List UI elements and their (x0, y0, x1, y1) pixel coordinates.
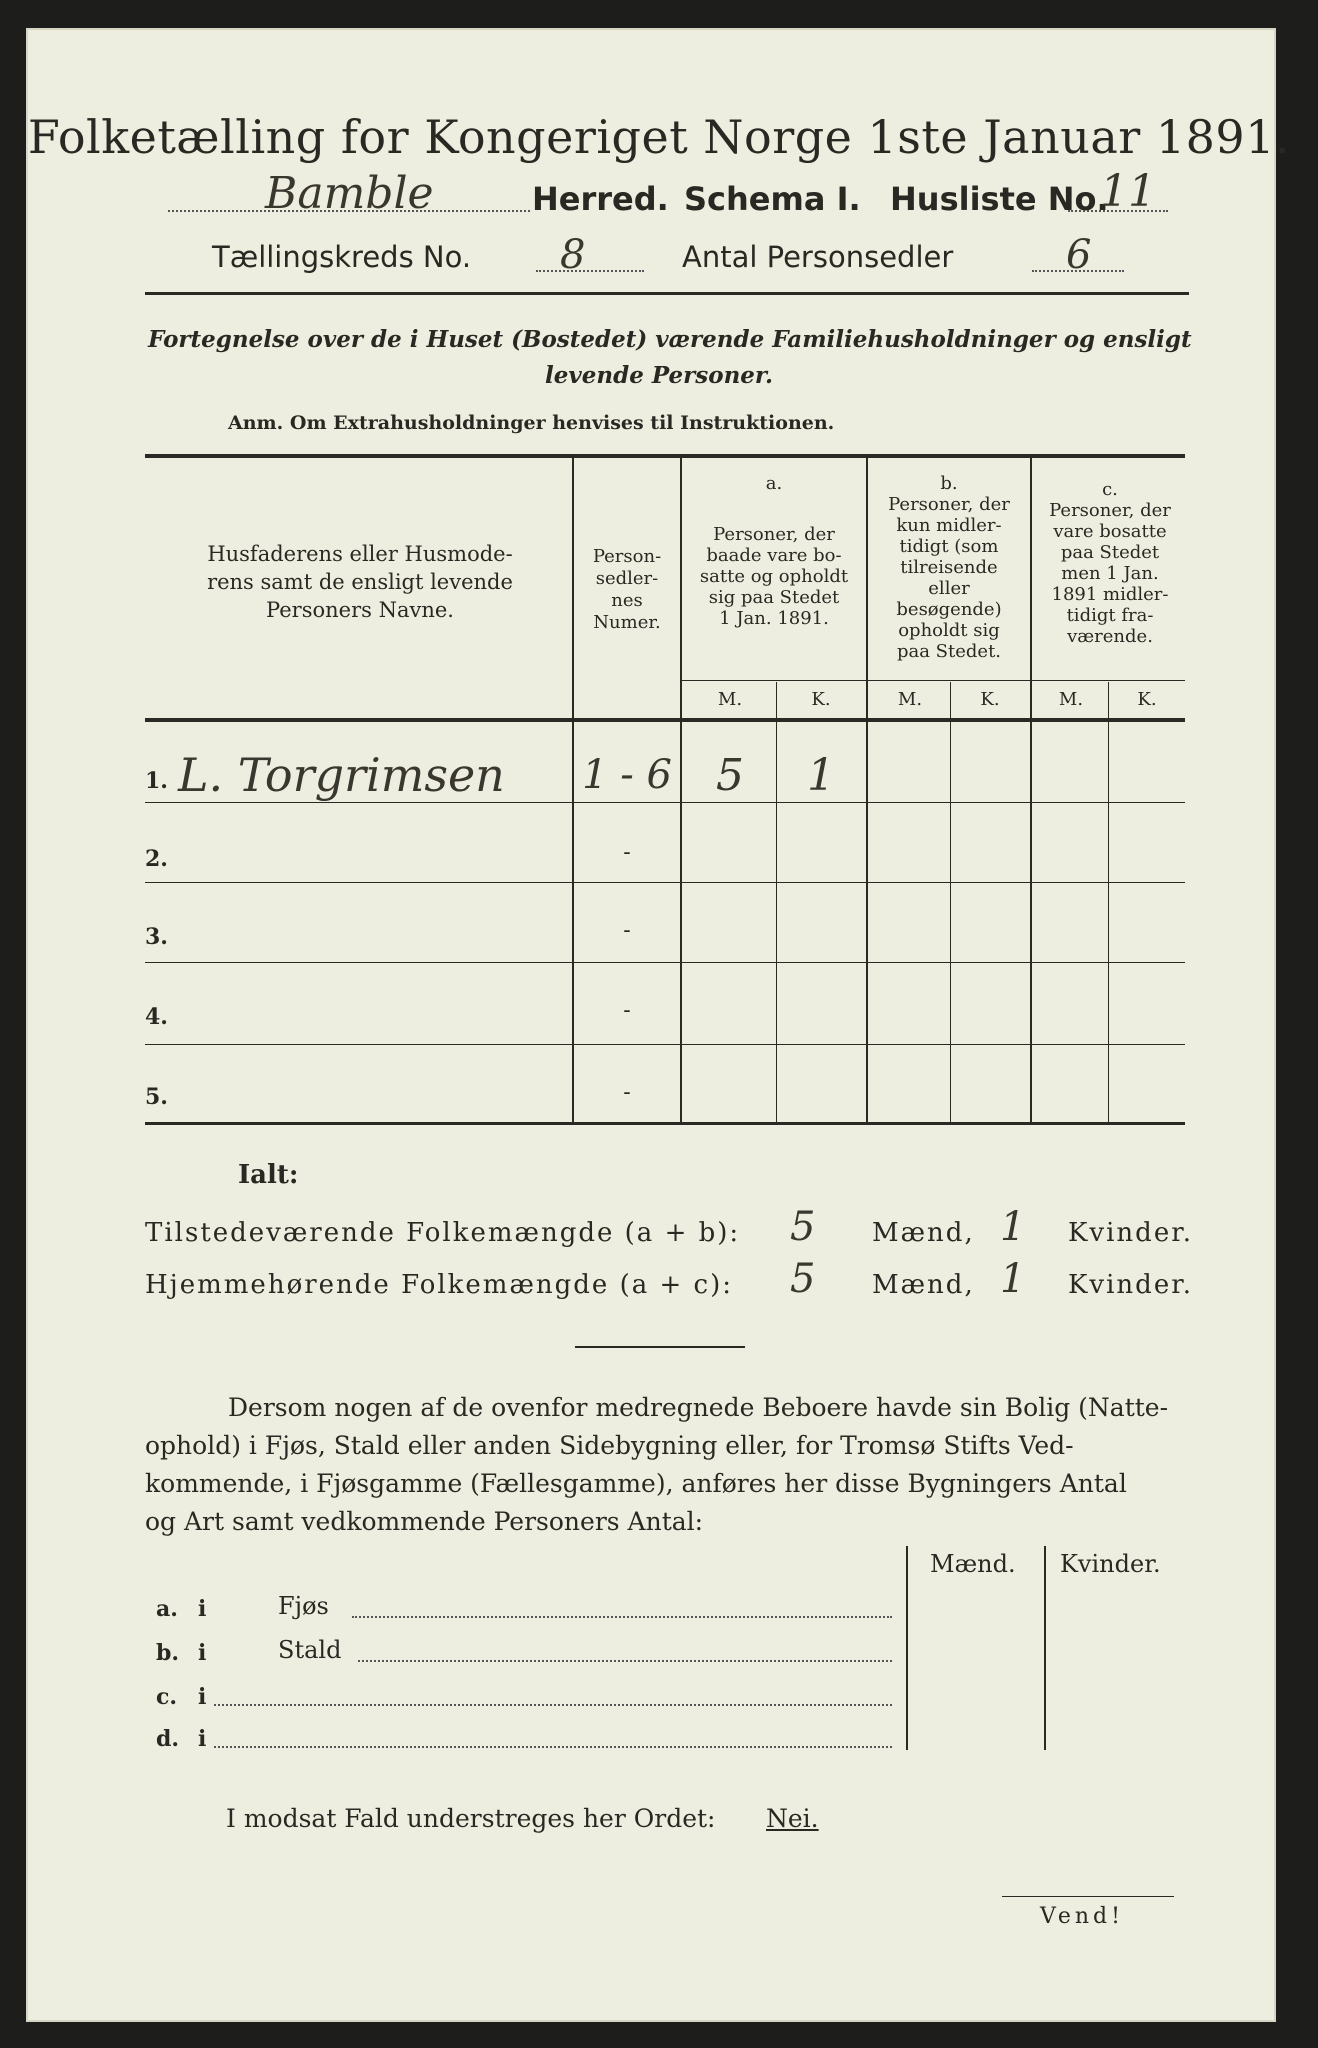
row-numer: - (623, 1080, 631, 1105)
hjemme-maend-value: 5 (790, 1256, 816, 1302)
col-b-line: kun midler- (896, 515, 1002, 536)
buildings-kvinder-head: Kvinder. (1060, 1550, 1161, 1578)
header-rule (145, 292, 1189, 295)
form-title: Folketælling for Kongeriget Norge 1ste Januar 1891. (27, 110, 1291, 164)
kreds-label: Tællingskreds No. (212, 240, 472, 274)
col-a-line: sig paa Stedet (708, 587, 840, 608)
col-c-line: vare bosatte (1053, 521, 1167, 542)
building-dots (214, 1746, 892, 1748)
col-b-line: tidigt (som (899, 536, 999, 557)
intro-line-1: Fortegnelse over de i Huset (Bostedet) værende Familiehusholdninger og ensligt (148, 326, 1192, 353)
col-c-header (1034, 500, 1186, 647)
herred-value: Bamble (265, 168, 434, 219)
col-b-m-label: M. (897, 689, 923, 710)
table-header-bottom-rule (145, 718, 1185, 722)
anm-note: Anm. Om Extrahusholdninger henvises til Instruktionen. (228, 412, 835, 434)
vline-b-mk (950, 682, 951, 1122)
building-dots (358, 1660, 892, 1662)
row-a-m: 5 (716, 750, 744, 801)
husliste-label: Husliste No. (890, 180, 1109, 218)
personsedler-value: 6 (1066, 232, 1092, 278)
vline-b (1030, 458, 1032, 1122)
col-name-line: rens samt de ensligt levende (207, 570, 513, 594)
buildings-para-line-1: Dersom nogen af de ovenfor medregnede Beboere havde sin Bolig (Natte- (228, 1393, 1169, 1422)
building-prep: i (198, 1640, 207, 1666)
col-c-line: værende. (1067, 626, 1153, 647)
building-letter: c. (156, 1684, 178, 1710)
buildings-vline-2 (1044, 1546, 1046, 1750)
ialt-label: Ialt: (238, 1160, 299, 1190)
vline-a-mk (776, 682, 777, 1122)
intro-line-2: levende Personer. (545, 362, 773, 389)
col-a-letter: a. (765, 473, 783, 494)
tilstede-kvinder-value: 1 (1000, 1204, 1026, 1250)
mk-rule (682, 680, 1185, 681)
col-b-line: opholdt sig (898, 620, 1000, 641)
modsat-text: I modsat Fald understreges her Ordet: (226, 1804, 716, 1833)
row-rule-3 (145, 962, 1185, 963)
personsedler-label: Antal Personsedler (682, 240, 954, 274)
row-rule-4 (145, 1044, 1185, 1045)
col-numer-line: Person- (592, 546, 662, 567)
row-numer: 1 - 6 (582, 752, 672, 798)
col-a-line: satte og opholdt (699, 566, 849, 587)
buildings-vline-1 (906, 1546, 908, 1750)
row-numer: - (623, 998, 631, 1023)
buildings-maend-head: Mænd. (930, 1550, 1016, 1578)
vend-text: Vend! (1040, 1904, 1124, 1929)
hjemme-kvinder-label: Kvinder. (1068, 1270, 1194, 1300)
tilstede-kvinder-label: Kvinder. (1068, 1218, 1194, 1248)
col-a-header (684, 524, 864, 629)
col-name-header (150, 540, 570, 624)
building-label: Stald (278, 1636, 342, 1664)
row-numer: - (623, 840, 631, 865)
col-b-letter: b. (940, 473, 958, 494)
building-prep: i (198, 1726, 207, 1752)
building-prep: i (198, 1684, 207, 1710)
col-c-line: paa Stedet (1060, 542, 1160, 563)
kreds-dotted-line (536, 270, 644, 272)
vline-name (572, 458, 574, 1122)
building-prep: i (198, 1596, 207, 1622)
schema-label: Schema I. (684, 180, 861, 218)
col-c-line: Personer, der (1049, 500, 1171, 521)
buildings-para-line-4: og Art samt vedkommende Personers Antal: (145, 1507, 704, 1536)
col-name-line: Husfaderens eller Husmode- (207, 542, 513, 566)
col-c-line: tidigt fra- (1066, 605, 1154, 626)
row-number: 2. (145, 846, 168, 872)
col-c-line: 1891 midler- (1051, 584, 1169, 605)
col-a-k-label: K. (811, 689, 831, 710)
section-divider (575, 1346, 745, 1348)
col-b-line: tilreisende (900, 557, 998, 578)
col-c-line: men 1 Jan. (1061, 563, 1159, 584)
col-numer-line: nes (611, 590, 643, 611)
hjemme-label: Hjemmehørende Folkemængde (a + c): (145, 1270, 733, 1300)
col-name-line: Personers Navne. (266, 598, 454, 622)
table-top-rule (145, 454, 1185, 458)
col-b-k-label: K. (980, 689, 1000, 710)
row-name: L. Torgrimsen (178, 748, 505, 802)
vend-rule (1002, 1896, 1174, 1897)
col-b-header (870, 494, 1028, 662)
buildings-para-line-2: ophold) i Fjøs, Stald eller anden Sidebygning eller, for Tromsø Stifts Ved- (145, 1431, 1074, 1460)
col-c-k-label: K. (1137, 689, 1157, 710)
tilstede-maend-value: 5 (790, 1204, 816, 1250)
buildings-para-line-3: kommende, i Fjøsgamme (Fællesgamme), anføres her disse Bygningers Antal (145, 1469, 1127, 1498)
row-a-k: 1 (807, 750, 835, 801)
col-b-line: besøgende) (896, 599, 1002, 620)
herred-label: Herred. (532, 180, 669, 218)
vline-a (866, 458, 868, 1122)
row-rule-1 (145, 802, 1185, 803)
tilstede-label: Tilstedeværende Folkemængde (a + b): (145, 1218, 741, 1248)
col-numer-line: sedler- (595, 568, 659, 589)
tilstede-maend-label: Mænd, (872, 1218, 975, 1248)
row-number: 3. (145, 924, 168, 950)
husliste-value: 11 (1100, 166, 1156, 217)
row-numer: - (623, 918, 631, 943)
col-numer-header (576, 546, 678, 634)
row-rule-2 (145, 882, 1185, 883)
building-letter: b. (156, 1640, 180, 1666)
col-c-letter: c. (1102, 479, 1118, 500)
vline-numer (680, 458, 682, 1122)
col-b-line: paa Stedet. (896, 641, 1002, 662)
building-label: Fjøs (278, 1592, 329, 1620)
col-b-line: Personer, der (888, 494, 1010, 515)
building-dots (214, 1704, 892, 1706)
table-bottom-rule (145, 1122, 1185, 1125)
col-b-line: eller (928, 578, 970, 599)
col-a-line: baade vare bo- (706, 545, 842, 566)
col-numer-line: Numer. (593, 612, 661, 633)
row-number: 5. (145, 1084, 168, 1110)
hjemme-kvinder-value: 1 (1000, 1256, 1026, 1302)
hjemme-maend-label: Mænd, (872, 1270, 975, 1300)
col-a-m-label: M. (717, 689, 743, 710)
col-a-line: 1 Jan. 1891. (719, 608, 829, 629)
col-c-m-label: M. (1058, 689, 1084, 710)
row-number: 4. (145, 1004, 168, 1030)
kreds-value: 8 (560, 232, 586, 278)
row-number: 1. (145, 768, 168, 794)
building-dots (352, 1616, 892, 1618)
col-a-line: Personer, der (713, 524, 835, 545)
nei-word: Nei. (766, 1804, 819, 1833)
building-letter: a. (156, 1596, 178, 1622)
vline-c-mk (1108, 682, 1109, 1122)
building-letter: d. (156, 1726, 180, 1752)
